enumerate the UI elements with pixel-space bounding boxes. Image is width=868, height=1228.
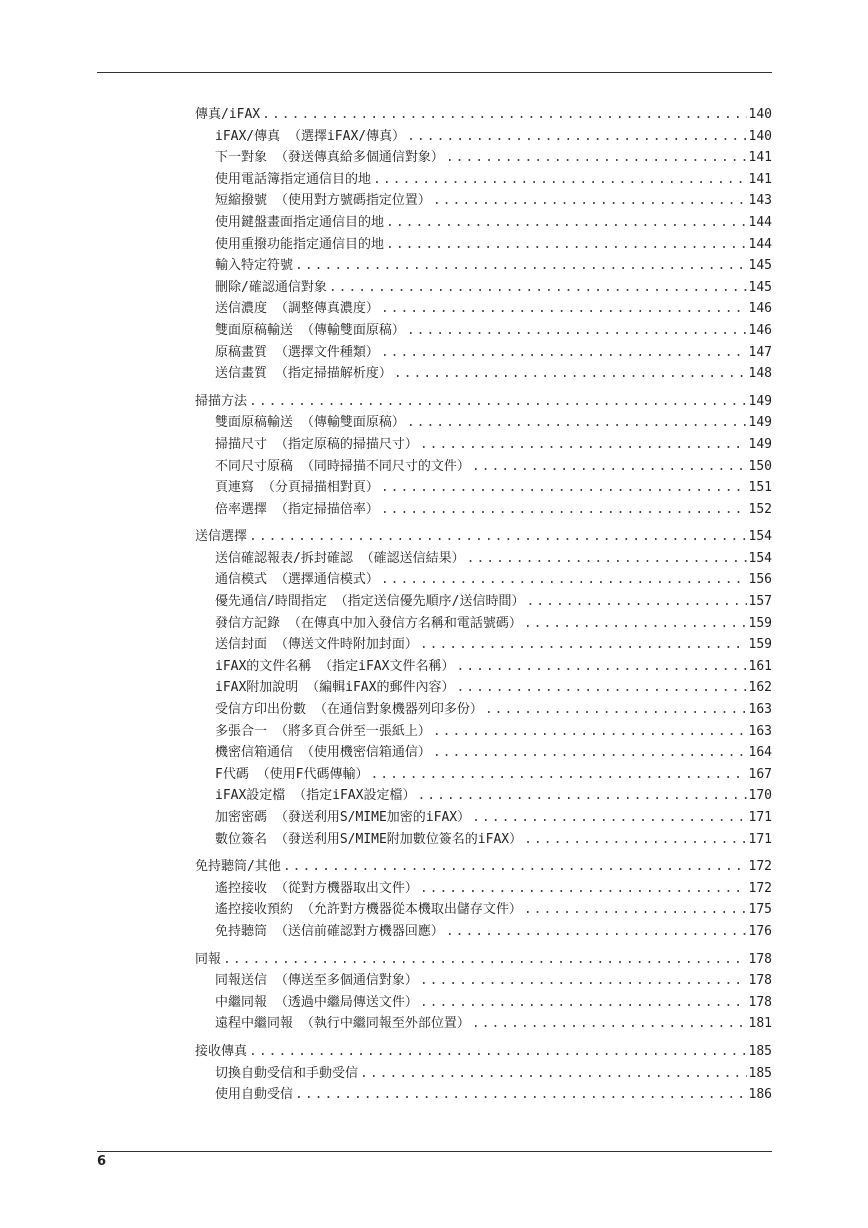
toc-entry-page: 144 — [748, 214, 772, 230]
toc-entry-title: F代碼 （使用F代碼傳輸） — [215, 766, 369, 782]
dot-leader — [370, 764, 746, 786]
toc-entry-page: 176 — [748, 923, 772, 939]
toc-subentry[interactable] — [195, 921, 772, 943]
toc-entry-page: 141 — [748, 150, 772, 166]
toc-entry-page: 141 — [748, 171, 772, 187]
dot-leader — [472, 1013, 747, 1035]
toc-entry-title: iFAX/傳真 （選擇iFAX/傳真） — [215, 128, 406, 144]
dot-leader — [295, 255, 747, 277]
toc-section-heading[interactable] — [195, 949, 772, 971]
toc-entry-title: 數位簽名 （發送利用S/MIME附加數位簽名的iFAX） — [215, 831, 523, 847]
toc-subentry[interactable] — [195, 721, 772, 743]
header-rule — [97, 72, 772, 73]
toc-subentry[interactable] — [195, 434, 772, 456]
toc-entry-title: 不同尺寸原稿 （同時掃描不同尺寸的文件） — [215, 458, 470, 474]
toc-entry-title: 接收傳真 — [195, 1043, 248, 1059]
toc-entry-title: 遙控接收預約 （允許對方機器從本機取出儲存文件） — [215, 902, 522, 918]
toc-entry-title: 通信模式 （選擇通信模式） — [215, 572, 379, 588]
toc-entry-title: 送信濃度 （調整傳真濃度） — [215, 301, 379, 317]
table-of-contents — [195, 104, 772, 1112]
dot-leader — [524, 829, 746, 851]
toc-subentry[interactable] — [195, 126, 772, 148]
toc-entry-page: 148 — [748, 366, 772, 382]
toc-entry-page: 172 — [748, 880, 772, 896]
toc-subentry[interactable] — [195, 899, 772, 921]
dot-leader — [472, 456, 747, 478]
toc-entry-title: 加密密碼 （發送利用S/MIME加密的iFAX） — [215, 810, 471, 825]
dot-leader — [295, 1084, 747, 1106]
toc-entry-page: 162 — [748, 680, 772, 696]
toc-entry-page: 140 — [748, 128, 772, 144]
toc-section — [195, 526, 772, 850]
toc-section-heading[interactable] — [195, 104, 772, 126]
toc-entry-title: 掃描尺寸 （指定原稿的掃描尺寸） — [215, 436, 418, 452]
toc-entry-title: 頁連寫 （分頁掃描相對頁） — [215, 480, 379, 496]
toc-entry-page: 145 — [748, 258, 772, 274]
dot-leader — [381, 342, 747, 364]
toc-subentry[interactable] — [195, 456, 772, 478]
dot-leader — [381, 499, 747, 521]
dot-leader — [456, 656, 746, 678]
toc-subentry[interactable] — [195, 147, 772, 169]
toc-subentry[interactable] — [195, 255, 772, 277]
toc-subentry[interactable] — [195, 699, 772, 721]
toc-subentry[interactable] — [195, 363, 772, 385]
dot-leader — [433, 190, 747, 212]
toc-section — [195, 949, 772, 1035]
dot-leader — [249, 391, 747, 413]
toc-entry-page: 171 — [748, 810, 772, 825]
dot-leader — [262, 104, 746, 126]
page-number: 6 — [97, 1154, 107, 1169]
toc-entry-page: 172 — [748, 859, 772, 875]
toc-entry-title: 優先通信/時間指定 （指定送信優先順序/送信時間） — [215, 594, 525, 610]
toc-entry-page: 151 — [748, 480, 772, 496]
toc-entry-page: 143 — [748, 193, 772, 209]
toc-subentry[interactable] — [195, 807, 772, 829]
dot-leader — [467, 548, 747, 570]
toc-entry-title: 原稿畫質 （選擇文件種類） — [215, 344, 379, 360]
toc-entry-title: 遠程中繼同報 （執行中繼同報至外部位置） — [215, 1016, 470, 1032]
toc-entry-page: 146 — [748, 301, 772, 317]
toc-entry-page: 144 — [748, 236, 772, 252]
toc-entry-title: 雙面原稿輸送 （傳輸雙面原稿） — [215, 415, 405, 431]
toc-entry-title: 中繼同報 （透過中繼局傳送文件） — [215, 994, 418, 1010]
toc-entry-title: 遙控接收 （從對方機器取出文件） — [215, 880, 418, 896]
dot-leader — [283, 856, 747, 878]
toc-entry-title: 同報 — [195, 951, 222, 967]
dot-leader — [381, 569, 747, 591]
toc-entry-page: 159 — [748, 615, 772, 631]
toc-section — [195, 1041, 772, 1106]
toc-entry-page: 154 — [748, 529, 772, 545]
dot-leader — [446, 147, 747, 169]
toc-entry-title: iFAX設定檔 （指定iFAX設定檔） — [215, 788, 416, 804]
toc-subentry[interactable] — [195, 548, 772, 570]
toc-subentry[interactable] — [195, 677, 772, 699]
dot-leader — [407, 320, 747, 342]
toc-entry-page: 175 — [748, 902, 772, 918]
dot-leader — [329, 277, 747, 299]
dot-leader — [433, 721, 747, 743]
toc-entry-page: 154 — [748, 550, 772, 566]
dot-leader — [524, 899, 747, 921]
dot-leader — [420, 992, 747, 1014]
toc-entry-title: iFAX附加說明 （編輯iFAX的郵件內容） — [215, 680, 455, 696]
toc-entry-title: 多張合一 （將多頁合併至一張紙上） — [215, 723, 431, 739]
toc-entry-page: 178 — [748, 994, 772, 1010]
toc-subentry[interactable] — [195, 298, 772, 320]
toc-entry-page: 171 — [748, 831, 772, 847]
toc-subentry[interactable] — [195, 1084, 772, 1106]
toc-subentry[interactable] — [195, 412, 772, 434]
toc-entry-page: 186 — [748, 1087, 772, 1103]
dot-leader — [420, 878, 747, 900]
toc-entry-page: 178 — [748, 973, 772, 989]
toc-section-heading[interactable] — [195, 526, 772, 548]
toc-entry-title: 送信封面 （傳送文件時附加封面） — [215, 637, 418, 653]
dot-leader — [446, 921, 747, 943]
toc-entry-title: 使用電話簿指定通信目的地 — [215, 171, 372, 187]
toc-entry-page: 163 — [748, 702, 772, 718]
toc-entry-page: 149 — [748, 436, 772, 452]
toc-entry-title: 切換自動受信和手動受信 — [215, 1065, 359, 1081]
toc-entry-page: 181 — [748, 1016, 772, 1032]
toc-entry-page: 157 — [748, 594, 772, 610]
toc-entry-page: 140 — [748, 107, 772, 122]
dot-leader — [381, 477, 747, 499]
toc-entry-page: 159 — [748, 637, 772, 653]
toc-section-heading[interactable] — [195, 1041, 772, 1063]
toc-subentry[interactable] — [195, 499, 772, 521]
toc-entry-page: 145 — [748, 279, 772, 295]
toc-subentry[interactable] — [195, 591, 772, 613]
dot-leader — [472, 807, 746, 829]
toc-subentry[interactable] — [195, 785, 772, 807]
toc-entry-page: 156 — [748, 572, 772, 588]
toc-entry-page: 163 — [748, 723, 772, 739]
toc-subentry[interactable] — [195, 970, 772, 992]
toc-subentry[interactable] — [195, 477, 772, 499]
toc-entry-title: 下一對象 （發送傳真給多個通信對象） — [215, 150, 444, 166]
dot-leader — [223, 949, 747, 971]
toc-subentry[interactable] — [195, 277, 772, 299]
dot-leader — [386, 212, 747, 234]
toc-entry-title: 送信畫質 （指定掃描解析度） — [215, 366, 392, 382]
toc-entry-title: 免持聽筒 （送信前確認對方機器回應） — [215, 923, 444, 939]
footer-rule — [97, 1151, 772, 1152]
dot-leader — [524, 613, 747, 635]
toc-subentry[interactable] — [195, 613, 772, 635]
toc-entry-page: 149 — [748, 393, 772, 409]
toc-subentry[interactable] — [195, 342, 772, 364]
dot-leader — [433, 742, 747, 764]
toc-section-heading[interactable] — [195, 856, 772, 878]
toc-section-heading[interactable] — [195, 391, 772, 413]
toc-section — [195, 104, 772, 385]
dot-leader — [420, 970, 747, 992]
toc-subentry[interactable] — [195, 742, 772, 764]
toc-entry-page: 185 — [748, 1065, 772, 1081]
toc-entry-title: 倍率選擇 （指定掃描倍率） — [215, 501, 379, 517]
toc-entry-title: 送信選擇 — [195, 529, 248, 545]
toc-section — [195, 391, 772, 521]
toc-entry-title: iFAX的文件名稱 （指定iFAX文件名稱） — [215, 658, 455, 674]
toc-subentry[interactable] — [195, 190, 772, 212]
dot-leader — [407, 412, 747, 434]
toc-entry-page: 150 — [748, 458, 772, 474]
dot-leader — [485, 699, 747, 721]
toc-subentry[interactable] — [195, 1063, 772, 1085]
toc-entry-page: 161 — [748, 658, 772, 674]
toc-entry-title: 使用鍵盤畫面指定通信目的地 — [215, 214, 385, 230]
dot-leader — [420, 434, 747, 456]
toc-entry-page: 152 — [748, 501, 772, 517]
toc-entry-title: 使用自動受信 — [215, 1087, 294, 1103]
toc-entry-title: 傳真/iFAX — [195, 107, 261, 122]
dot-leader — [526, 591, 746, 613]
toc-entry-title: 雙面原稿輸送 （傳輸雙面原稿） — [215, 322, 405, 338]
toc-subentry[interactable] — [195, 1013, 772, 1035]
toc-section — [195, 856, 772, 942]
toc-entry-page: 147 — [748, 344, 772, 360]
toc-entry-title: 同報送信 （傳送至多個通信對象） — [215, 973, 418, 989]
toc-subentry[interactable] — [195, 212, 772, 234]
dot-leader — [420, 634, 747, 656]
toc-subentry[interactable] — [195, 169, 772, 191]
toc-entry-page: 149 — [748, 415, 772, 431]
dot-leader — [360, 1063, 747, 1085]
dot-leader — [386, 234, 747, 256]
toc-entry-title: 受信方印出份數 （在通信對象機器列印多份） — [215, 702, 483, 718]
toc-subentry[interactable] — [195, 656, 772, 678]
dot-leader — [373, 169, 747, 191]
toc-subentry[interactable] — [195, 320, 772, 342]
toc-entry-page: 164 — [748, 745, 772, 761]
toc-entry-title: 刪除/確認通信對象 — [215, 279, 327, 295]
toc-subentry[interactable] — [195, 634, 772, 656]
dot-leader — [407, 126, 746, 148]
toc-subentry[interactable] — [195, 829, 772, 851]
toc-entry-title: 短縮撥號 （使用對方號碼指定位置） — [215, 193, 431, 209]
toc-entry-title: 送信確認報表/拆封確認 （確認送信結果） — [215, 550, 465, 566]
toc-entry-page: 167 — [748, 766, 772, 782]
toc-subentry[interactable] — [195, 569, 772, 591]
toc-entry-title: 發信方記錄 （在傳真中加入發信方名稱和電話號碼） — [215, 615, 522, 631]
toc-entry-title: 使用重撥功能指定通信目的地 — [215, 236, 385, 252]
toc-entry-title: 輸入特定符號 — [215, 258, 294, 274]
toc-subentry[interactable] — [195, 764, 772, 786]
toc-subentry[interactable] — [195, 878, 772, 900]
dot-leader — [456, 677, 746, 699]
toc-entry-title: 機密信箱通信 （使用機密信箱通信） — [215, 745, 431, 761]
toc-entry-title: 掃描方法 — [195, 393, 248, 409]
dot-leader — [417, 785, 746, 807]
toc-subentry[interactable] — [195, 234, 772, 256]
toc-entry-page: 185 — [748, 1043, 772, 1059]
dot-leader — [249, 1041, 747, 1063]
dot-leader — [394, 363, 747, 385]
dot-leader — [381, 298, 747, 320]
dot-leader — [249, 526, 747, 548]
toc-entry-page: 178 — [748, 951, 772, 967]
toc-entry-page: 146 — [748, 322, 772, 338]
toc-subentry[interactable] — [195, 992, 772, 1014]
toc-entry-title: 免持聽筒/其他 — [195, 859, 281, 875]
toc-entry-page: 170 — [748, 788, 772, 804]
